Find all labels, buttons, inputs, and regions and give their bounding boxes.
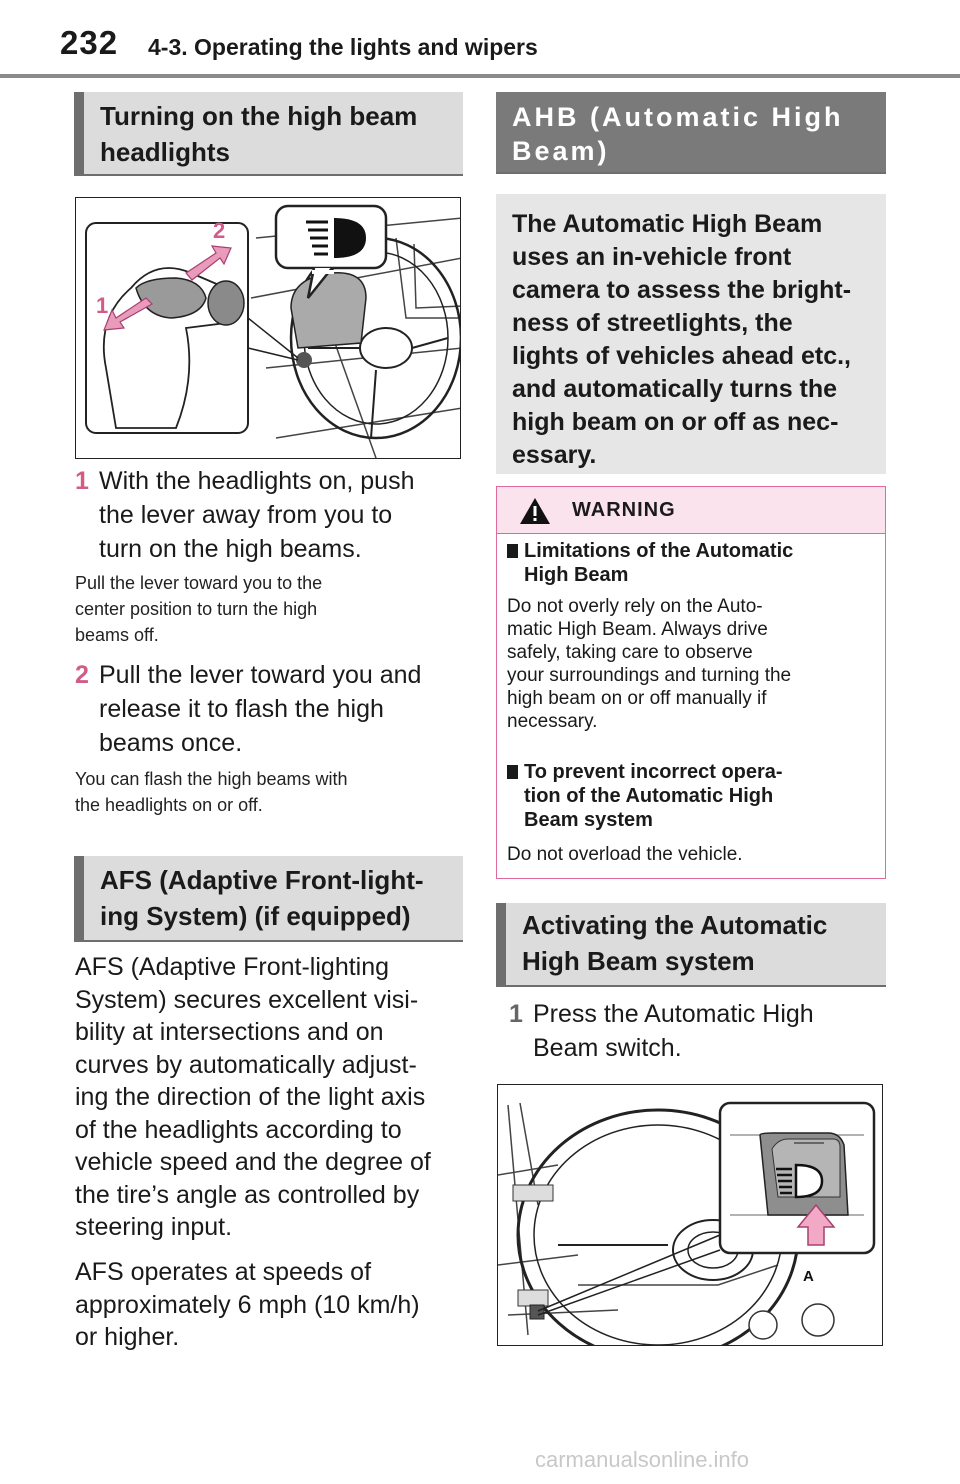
ahb-switch-illustration — [497, 1084, 883, 1346]
step-number: 1 — [75, 467, 89, 495]
step-number: 1 — [509, 1000, 523, 1028]
step-number: 2 — [75, 661, 89, 689]
lever-figure-svg — [76, 198, 461, 459]
step-1-push-lever: 1 With the headlights on, push the lever away from you to turn on the high beams. — [75, 464, 465, 568]
step-1-note: Pull the lever toward you to the center position to turn the high beams off. — [75, 573, 323, 645]
fig-label-1: 1 — [96, 293, 109, 318]
section-title: 4-3. Operating the lights and wipers — [148, 34, 538, 60]
activate-heading: Activating the Automatic High Beam system — [496, 903, 886, 987]
afs-description: AFS (Adaptive Front-lighting System) secures excellent visi- bility at intersections and on curves by automatically adjust- ing the direction of the light axis of the headlights according to vehicle speed and the degree of the tire’s angle as controlled by steering input. — [75, 953, 431, 1241]
afs-heading: AFS (Adaptive Front-light- ing System) (if equipped) — [74, 856, 463, 942]
page-number: 232 — [60, 24, 119, 61]
bullet-square-icon — [507, 765, 518, 779]
switch-figure-svg — [498, 1085, 883, 1346]
step-2-flash: 2 Pull the lever toward you and release it to flash the high beams once. — [75, 658, 465, 762]
fig-label-2: 2 — [213, 218, 226, 243]
auto-switch-letter: A — [803, 1268, 814, 1285]
ahb-heading: AHB (Automatic High Beam) — [496, 92, 886, 174]
warning-triangle-icon — [519, 497, 551, 525]
afs-speed-note: AFS operates at speeds of approximately 6 mph (10 km/h) or higher. — [75, 1258, 420, 1351]
activate-step-1: 1 Press the Automatic High Beam switch. — [509, 997, 889, 1067]
warning-header — [497, 487, 885, 534]
warning-subheading-limitations: Limitations of the Automatic High Beam — [507, 539, 877, 587]
warning-text-prevent: Do not overload the vehicle. — [507, 844, 743, 865]
warning-title: WARNING — [572, 499, 676, 521]
ahb-description: The Automatic High Beam uses an in-vehicle front camera to assess the bright- ness of streetlights, the lights of vehicles ahead etc., and automatically turns the high beam on or off as nec- essary. — [496, 194, 886, 474]
header-divider — [0, 74, 960, 78]
warning-box — [496, 486, 886, 879]
watermark: carmanualsonline.info — [535, 1447, 750, 1472]
bullet-square-icon — [507, 544, 518, 558]
warning-text-limitations: Do not overly rely on the Auto- matic High Beam. Always drive safely, taking care to observe your surroundings and turning the high beam on or off manually if necessary. — [507, 596, 792, 732]
high-beam-heading: Turning on the high beam headlights — [74, 92, 463, 176]
warning-subheading-prevent: To prevent incorrect opera- tion of the Automatic High Beam system — [507, 760, 877, 832]
lever-illustration — [75, 197, 461, 459]
step-2-note: You can flash the high beams with the headlights on or off. — [75, 769, 348, 815]
